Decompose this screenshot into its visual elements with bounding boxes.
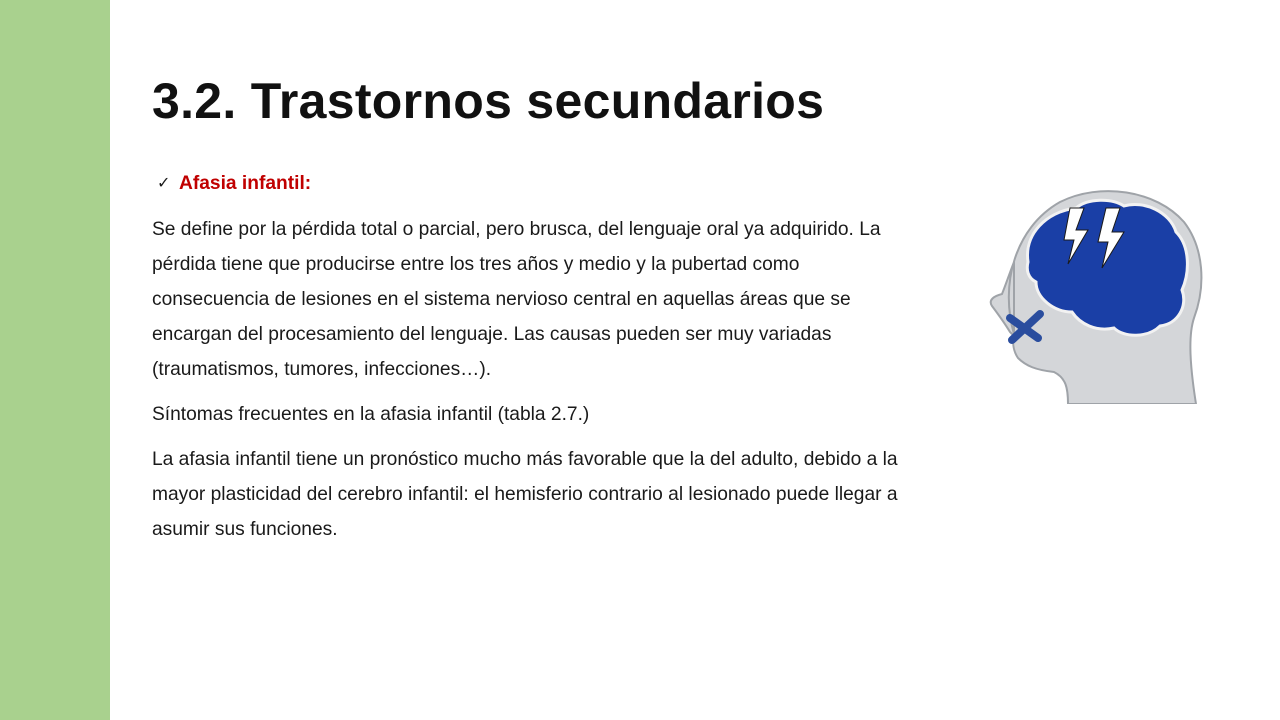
symptoms-paragraph: Síntomas frecuentes en la afasia infantil (tabla 2.7.): [152, 404, 590, 425]
definition-paragraph: Se define por la pérdida total o parcial, pero brusca, del lenguaje oral ya adquirido. La pérdida tiene que producirse entre los tres años y medio y la pubertad como consecuencia de lesiones en el sistema nervioso central en aquellas áreas que se encargan del procesamiento del lenguaje. Las causas pueden ser muy variadas (traumatismos, tumores, infecciones…).: [152, 219, 881, 380]
slide-title: 3.2. Trastornos secundarios: [152, 73, 825, 129]
slide-content: [152, 170, 912, 557]
bullet-label: Afasia infantil:: [179, 173, 312, 194]
side-accent-bar: [0, 0, 110, 720]
check-icon: ✓: [157, 175, 171, 192]
bullet-item: [157, 170, 912, 198]
prognosis-paragraph: La afasia infantil tiene un pronóstico mucho más favorable que la del adulto, debido a la mayor plasticidad del cerebro infantil: el hemisferio contrario al lesionado puede llegar a asumir sus funciones.: [152, 449, 898, 540]
head-brain-aphasia-illustration: [984, 186, 1208, 404]
